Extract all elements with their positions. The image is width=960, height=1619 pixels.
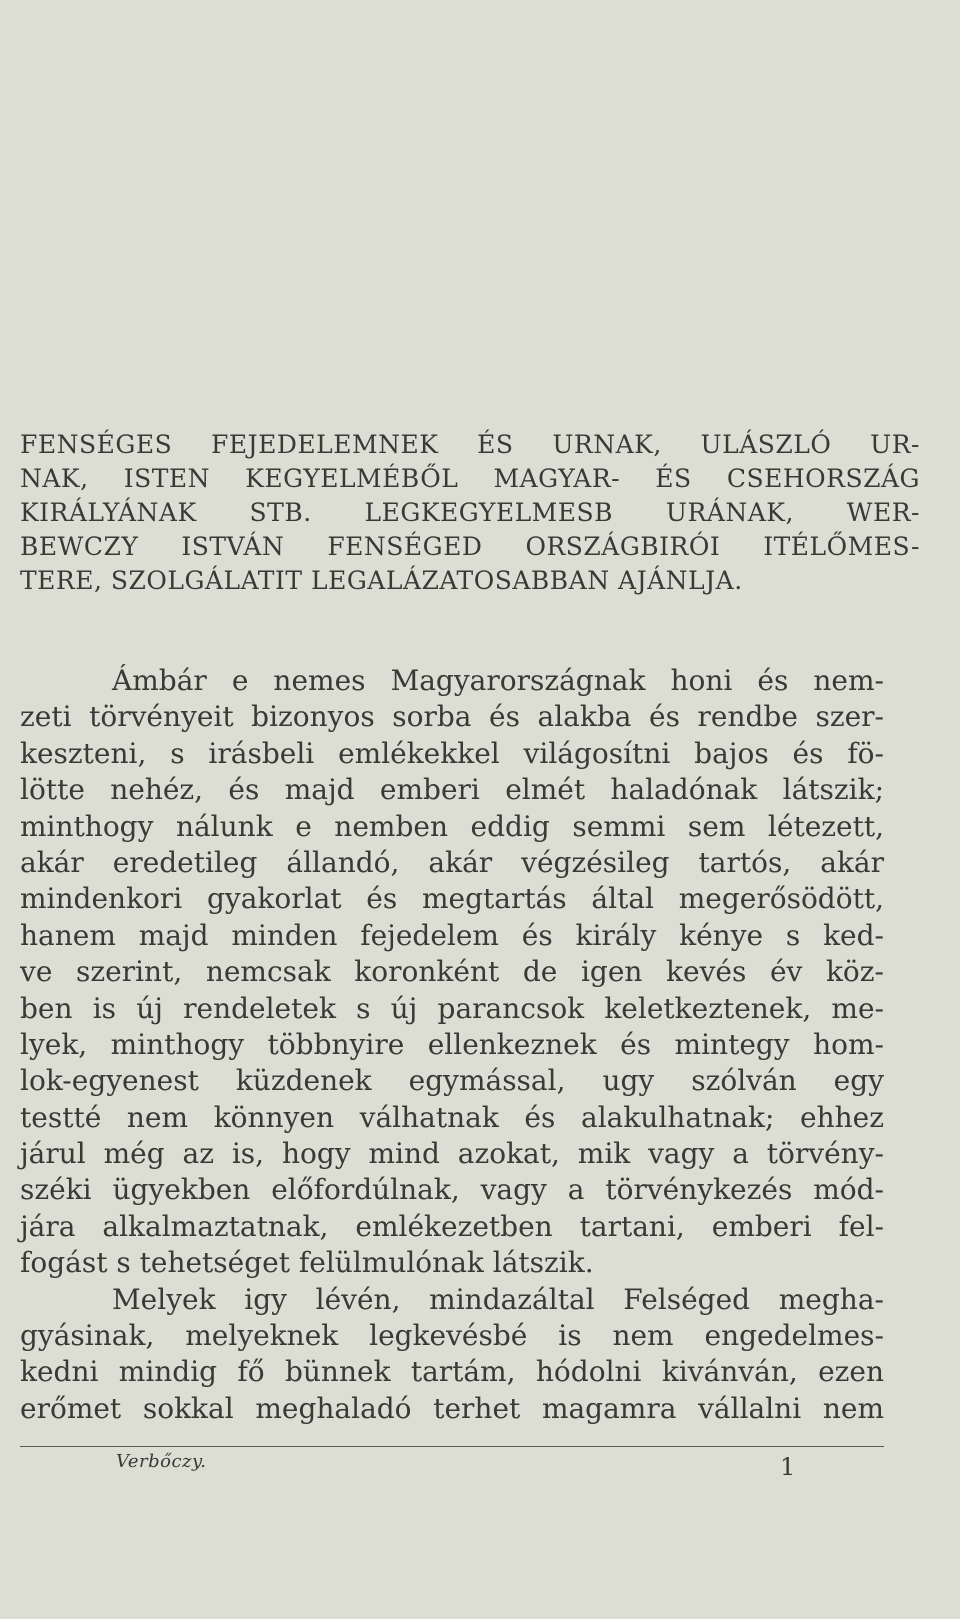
- paragraph-line: Ámbár e nemes Magyarországnak honi és nem-: [112, 664, 884, 697]
- paragraph-line: széki ügyekben előfordúlnak, vagy a törvénykezés mód-: [20, 1173, 884, 1207]
- dedication-line: TERE, SZOLGÁLATIT LEGALÁZATOSABBAN AJÁNLJA.: [20, 566, 743, 595]
- paragraph-line: Melyek igy lévén, mindazáltal Felséged megha-: [112, 1282, 884, 1316]
- page-footer: [20, 1446, 884, 1479]
- paragraph-line: lötte nehéz, és majd emberi elmét haladónak látszik;: [20, 773, 884, 807]
- paragraph-line: akár eredetileg állandó, akár végzésileg tartós, akár: [20, 845, 884, 879]
- paragraph-line: kedni mindig fő bünnek tartám, hódolni kivánván, ezen: [20, 1355, 884, 1389]
- paragraph-line: fogást s tehetséget felülmulónak látszik.: [20, 1246, 594, 1280]
- paragraph-line: jára alkalmaztatnak, emlékezetben tartani, emberi fel-: [20, 1209, 884, 1243]
- paragraph-line: keszteni, s irásbeli emlékekkel világosítni bajos és fö-: [20, 736, 884, 770]
- paragraph-line: zeti törvényeit bizonyos sorba és alakba és rendbe szer-: [20, 700, 884, 734]
- signature-mark: Verbőczy.: [116, 1451, 207, 1472]
- paragraph-line: erőmet sokkal meghaladó terhet magamra vállalni nem: [20, 1391, 884, 1425]
- dedication-line: NAK, ISTEN KEGYELMÉBŐL MAGYAR- ÉS CSEHORSZÁG: [20, 464, 920, 493]
- dedication-line: FENSÉGES FEJEDELEMNEK ÉS URNAK, ULÁSZLÓ UR-: [20, 430, 920, 459]
- paragraph-line: gyásinak, melyeknek legkevésbé is nem engedelmes-: [20, 1319, 884, 1353]
- dedication-line: BEWCZY ISTVÁN FENSÉGED ORSZÁGBIRÓI ITÉLŐMES-: [20, 532, 920, 561]
- paragraph-line: lok-egyenest küzdenek egymással, ugy szólván egy: [20, 1064, 884, 1098]
- paragraph-line: ve szerint, nemcsak koronként de igen kevés év köz-: [20, 955, 884, 989]
- body-text: [20, 663, 884, 1427]
- dedication-line: KIRÁLYÁNAK STB. LEGKEGYELMESB URÁNAK, WER-: [20, 498, 920, 527]
- paragraph-line: lyek, minthogy többnyire ellenkeznek és mintegy hom-: [20, 1027, 884, 1061]
- paragraph-line: járul még az is, hogy mind azokat, mik vagy a törvény-: [20, 1137, 884, 1171]
- dedication-block: [20, 428, 920, 598]
- page-number: 1: [780, 1453, 796, 1481]
- paragraph-line: ben is új rendeletek s új parancsok keletkeztenek, me-: [20, 991, 884, 1025]
- paragraph-line: mindenkori gyakorlat és megtartás által megerősödött,: [20, 882, 884, 916]
- paragraph-line: testté nem könnyen válhatnak és alakulhatnak; ehhez: [20, 1100, 884, 1134]
- paragraph-line: hanem majd minden fejedelem és király kénye s ked-: [20, 918, 884, 952]
- paragraph-line: minthogy nálunk e nemben eddig semmi sem létezett,: [20, 809, 884, 843]
